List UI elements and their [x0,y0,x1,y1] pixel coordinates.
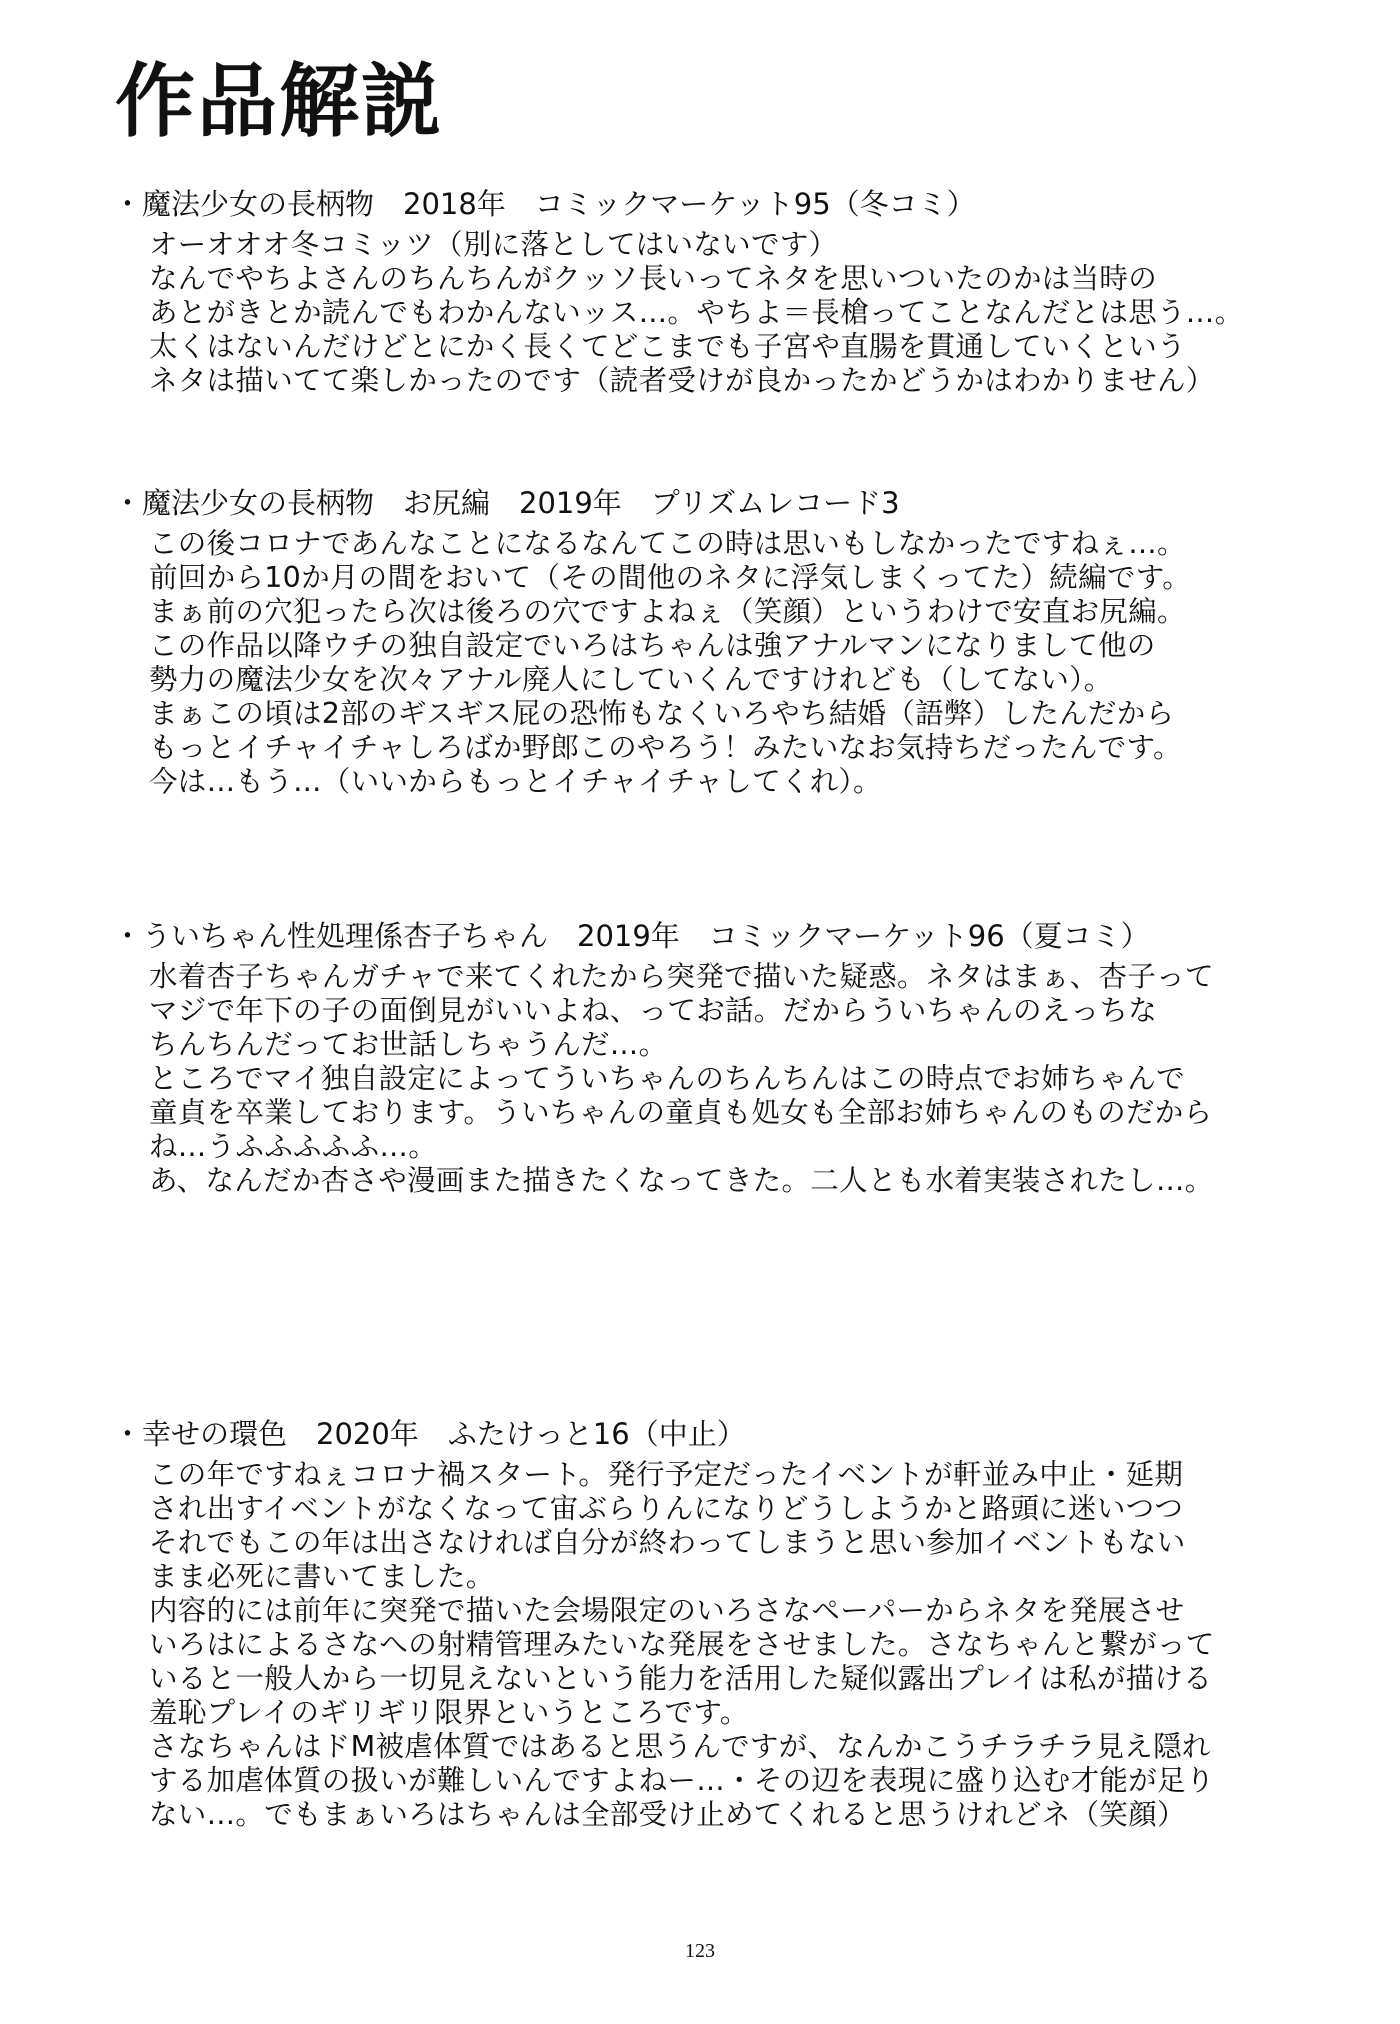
entry-line: それでもこの年は出さなければ自分が終わってしまうと思い参加イベントもない [149,1525,1186,1559]
entry-line: ちんちんだってお世話しちゃうんだ…。 [149,1027,668,1061]
entry-line: する加虐体質の扱いが難しいんですよねー…・その辺を表現に盛り込む才能が足り [149,1763,1215,1797]
work-entry [113,1418,1363,1832]
entry-line: 勢力の魔法少女を次々アナル廃人にしていくんですけれども（してない）。 [149,662,1113,696]
entry-line: この後コロナであんなことになるなんてこの時は思いもしなかったですねぇ…。 [149,526,1186,560]
page-title: 作品解説 [115,55,443,148]
work-entry [113,188,1363,398]
entry-body [113,1458,1363,1832]
entry-line: この年ですねぇコロナ禍スタート。発行予定だったイベントが軒並み中止・延期 [149,1457,1184,1491]
entry-line: あとがきとか読んでもわかんないッス…。やちよ＝長槍ってことなんだとは思う…。 [149,295,1244,329]
entry-body [113,228,1363,398]
entry-line: ね…うふふふふふ…。 [149,1129,438,1163]
entry-line: 前回から10か月の間をおいて（その間他のネタに浮気しまくってた）続編です。 [149,560,1192,594]
entry-line: もっとイチャイチャしろばか野郎このやろう！みたいなお気持ちだったんです。 [149,730,1182,764]
entry-line: ない…。でもまぁいろはちゃんは全部受け止めてくれると思うけれどネ（笑顔） [149,1797,1186,1831]
entry-line: まぁ前の穴犯ったら次は後ろの穴ですよねぇ（笑顔）というわけで安直お尻編。 [149,594,1186,628]
entry-line: され出すイベントがなくなって宙ぶらりんになりどうしようかと路頭に迷いつつ [149,1491,1184,1525]
entry-heading: ・魔法少女の長柄物 2018年 コミックマーケット95（冬コミ） [113,187,976,221]
entry-line: 童貞を卒業しております。ういちゃんの童貞も処女も全部お姉ちゃんのものだから [149,1095,1213,1129]
work-entry [113,487,1363,799]
entry-line: いろはによるさなへの射精管理みたいな発展をさせました。さなちゃんと繋がって [149,1627,1215,1661]
entry-line: まま必死に書いてました。 [149,1559,495,1593]
entry-line: 太くはないんだけどとにかく長くてどこまでも子宮や直腸を貫通していくという [149,329,1186,363]
entry-line: あ、なんだか杏さや漫画また描きたくなってきた。二人とも水着実装されたし…。 [149,1163,1214,1197]
entry-line: 今は…もう…（いいからもっとイチャイチャしてくれ）。 [149,764,882,798]
entry-line: オーオオオ冬コミッツ（別に落としてはいないです） [149,227,838,261]
entry-heading: ・幸せの環色 2020年 ふたけっと16（中止） [113,1417,746,1451]
work-entry [113,920,1363,1198]
entry-line: まぁこの頃は2部のギスギス屁の恐怖もなくいろやち結婚（語弊）したんだから [149,696,1175,730]
entry-body [113,527,1363,799]
entry-line: 羞恥プレイのギリギリ限界というところです。 [149,1695,749,1729]
entry-line: 内容的には前年に突発で描いた会場限定のいろさなペーパーからネタを発展させ [149,1593,1185,1627]
entry-line: マジで年下の子の面倒見がいいよね、ってお話。だからういちゃんのえっちな [149,993,1158,1027]
entry-line: 水着杏子ちゃんガチャで来てくれたから突発で描いた疑惑。ネタはまぁ、杏子って [149,959,1214,993]
entry-line: なんでやちよさんのちんちんがクッソ長いってネタを思いついたのかは当時の [149,261,1158,295]
entry-heading: ・魔法少女の長柄物 お尻編 2019年 プリズムレコード3 [113,486,900,520]
entry-heading: ・ういちゃん性処理係杏子ちゃん 2019年 コミックマーケット96（夏コミ） [113,919,1150,953]
page-number: 123 [685,1940,715,1962]
entry-line: ネタは描いてて楽しかったのです（読者受けが良かったかどうかはわかりません） [149,363,1215,397]
entry-line: さなちゃんはドM被虐体質ではあると思うんですが、なんかこうチラチラ見え隠れ [149,1729,1211,1763]
entry-line: この作品以降ウチの独自設定でいろはちゃんは強アナルマンになりまして他の [149,628,1156,662]
entry-line: いると一般人から一切見えないという能力を活用した疑似露出プレイは私が描ける [149,1661,1213,1695]
entry-body [113,960,1363,1198]
entry-line: ところでマイ独自設定によってういちゃんのちんちんはこの時点でお姉ちゃんで [149,1061,1185,1095]
